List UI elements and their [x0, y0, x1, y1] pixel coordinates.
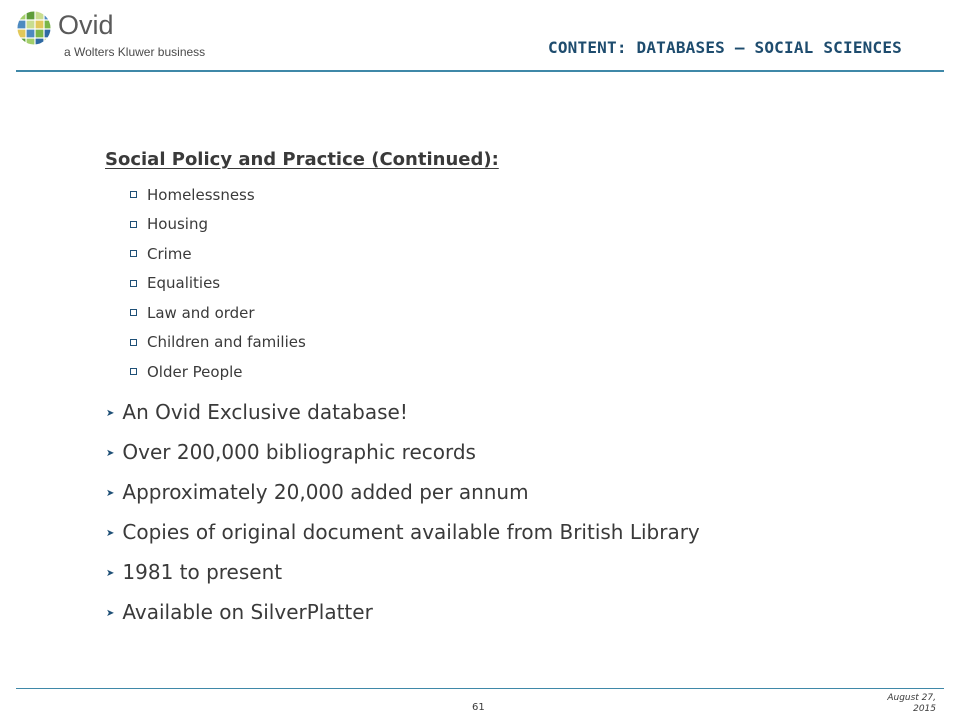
ovid-globe-icon — [14, 8, 54, 48]
sub-topic-label: Housing — [147, 215, 208, 234]
square-bullet-icon — [130, 368, 137, 375]
feature-label: Approximately 20,000 added per annum — [122, 480, 529, 504]
arrow-bullet-icon: ➤ — [106, 407, 115, 419]
logo-name: Ovid — [58, 10, 114, 40]
sub-topic-label: Law and order — [147, 303, 255, 322]
square-bullet-icon — [130, 191, 137, 198]
feature-label: An Ovid Exclusive database! — [122, 400, 408, 424]
ovid-logo — [14, 8, 254, 58]
sub-topic-item — [130, 298, 306, 328]
feature-item — [106, 552, 700, 592]
sub-topic-item — [130, 269, 306, 299]
logo-tagline: a Wolters Kluwer business — [64, 45, 206, 59]
feature-label: Over 200,000 bibliographic records — [122, 440, 476, 464]
slide-title: CONTENT: DATABASES – SOCIAL SCIENCES — [548, 38, 902, 57]
footer-date — [856, 693, 936, 715]
feature-item — [106, 432, 700, 472]
feature-list — [106, 392, 700, 632]
feature-item — [106, 592, 700, 632]
arrow-bullet-icon: ➤ — [106, 487, 115, 499]
sub-topic-item — [130, 210, 306, 240]
feature-item — [106, 392, 700, 432]
feature-item — [106, 512, 700, 552]
sub-topic-label: Homelessness — [147, 185, 255, 204]
feature-label: Available on SilverPlatter — [122, 600, 373, 624]
sub-topic-item — [130, 328, 306, 358]
square-bullet-icon — [130, 309, 137, 316]
sub-topic-label: Older People — [147, 362, 243, 381]
sub-topic-item — [130, 180, 306, 210]
section-heading: Social Policy and Practice (Continued): — [105, 149, 499, 170]
header-divider — [16, 70, 944, 72]
footer-date-line: August 27, — [887, 693, 936, 703]
square-bullet-icon — [130, 339, 137, 346]
sub-topic-list — [130, 180, 306, 387]
sub-topic-label: Equalities — [147, 274, 221, 293]
feature-label: 1981 to present — [122, 560, 283, 584]
arrow-bullet-icon: ➤ — [106, 607, 115, 619]
square-bullet-icon — [130, 250, 137, 257]
footer-divider — [16, 688, 944, 689]
footer-date-line: 2015 — [913, 704, 936, 714]
arrow-bullet-icon: ➤ — [106, 527, 115, 539]
arrow-bullet-icon: ➤ — [106, 447, 115, 459]
feature-item — [106, 472, 700, 512]
sub-topic-label: Crime — [147, 244, 192, 263]
sub-topic-item — [130, 239, 306, 269]
sub-topic-item — [130, 357, 306, 387]
square-bullet-icon — [130, 280, 137, 287]
page-number: 61 — [472, 702, 485, 713]
feature-label: Copies of original document available from British Library — [122, 520, 700, 544]
square-bullet-icon — [130, 221, 137, 228]
arrow-bullet-icon: ➤ — [106, 567, 115, 579]
sub-topic-label: Children and families — [147, 333, 306, 352]
